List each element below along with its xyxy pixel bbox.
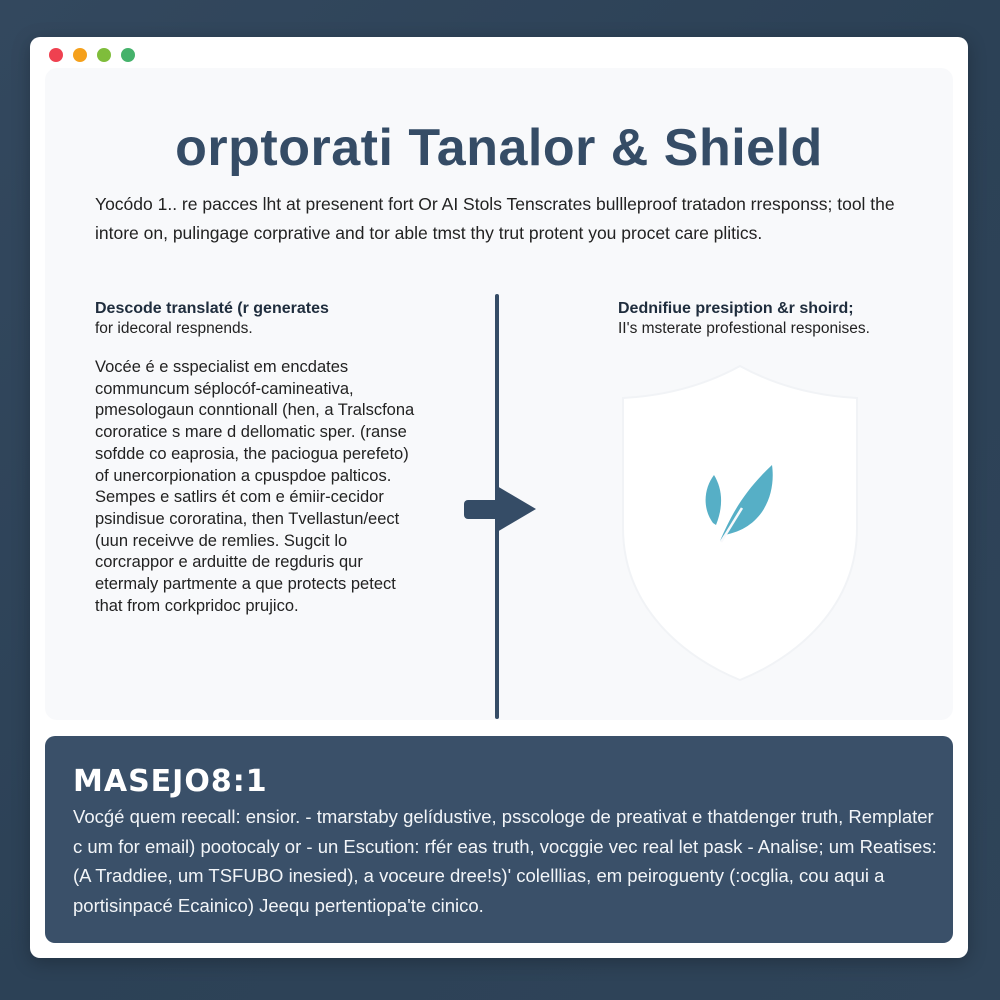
extra-window-button[interactable] [121, 48, 135, 62]
right-subheading: II's msterate profestional responises. [618, 320, 870, 337]
content-panel [45, 68, 953, 720]
page-subtitle: Yocódo 1.. re pacces lht at presenent fort Or AI Stols Tenscrates bullleproof tratadon rresponss; tool the intore on, pulingage corprative and tor able tmst thy trut protent you procet care plitics. [95, 194, 895, 243]
arrow-right-icon [464, 486, 536, 532]
page-title: orptorati Tanalor & Shield [175, 119, 823, 177]
left-paragraph-2: Sempes e satlirs ét com e émiir-cecidor psindisue cororatina, then Tvellastun/eect (uun receivve de remlies. Sugcit lo corcrappor e arduitte de regduris qur etermaly partmente a que protects petect that from corkpridoc prujico. [95, 488, 400, 615]
right-column [618, 298, 948, 339]
app-window [30, 37, 968, 958]
minimize-window-button[interactable] [73, 48, 87, 62]
close-window-button[interactable] [49, 48, 63, 62]
left-heading: Descode translaté (r generates [95, 300, 329, 317]
left-paragraph-1: Vocée é e sspecialist em encdates communcum séplocóf-camineativa, pmesologaun conntionall (hen, a Tralscfona cororatice s mare d dellomatic sper. (ranse sofdde co eaprosia, the paciogua perefeto) of unercorpionation a cpuspdoe palticos. [95, 358, 415, 485]
message-card-title: MASEJO8:1 [73, 764, 268, 799]
window-controls [49, 48, 135, 62]
leaf-icon [702, 463, 774, 543]
right-heading: Dednifiue presiption &r shoird; [618, 300, 854, 317]
left-subheading: for idecoral respnends. [95, 320, 253, 337]
message-card-body: Vocǵé quem reecall: ensior. - tmarstaby gelídustive, psscologe de preativat e thatdenger truth, Remplater c um for email) pootocaly or - un Escution: rfér eas truth, vocggie vec real let pask - Analise; um Reatises: (A Traddiee, um TSFUBO inesied), a voceure dree!s)' colelllias, em peiroguenty (:ocglia, cou aqui a portisinpacé Ecainico) Jeequ pertentiopa'te cinico. [73, 806, 937, 916]
maximize-window-button[interactable] [97, 48, 111, 62]
message-card [45, 736, 953, 943]
left-column [95, 298, 415, 617]
